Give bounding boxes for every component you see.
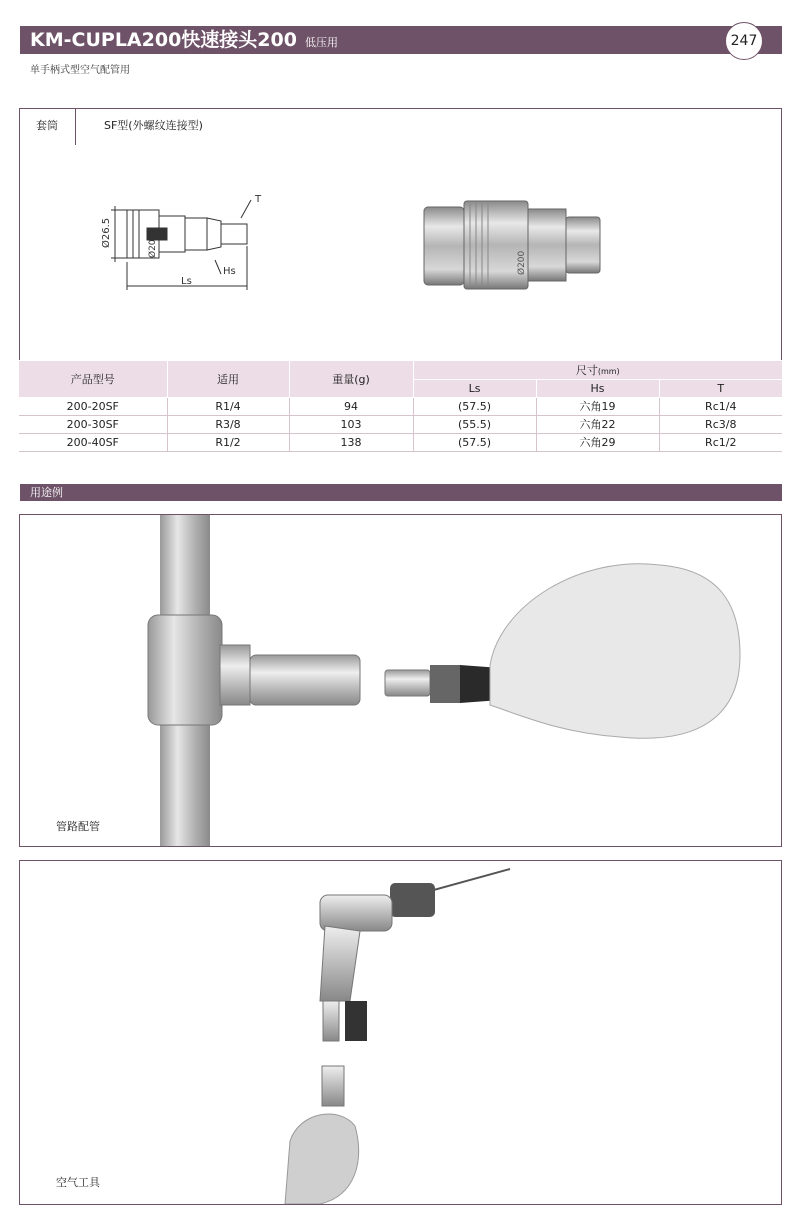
subtitle: 单手柄式型空气配管用 [30,65,130,76]
table-row [19,415,782,433]
cell-t: Rc1/4 [659,397,782,415]
t-label: T [255,194,262,205]
diameter-label: Ø26.5 [101,217,112,248]
header-t: T [659,379,782,397]
photo1-caption: 管路配管 [56,820,100,833]
cell-fit: R1/2 [167,433,289,451]
type-label: SF型(外螺纹连接型) [104,119,203,132]
cell-weight: 138 [289,433,413,451]
ls-label: Ls [181,276,192,287]
cell-model: 200-40SF [19,433,167,451]
title-sub: 低压用 [304,36,338,49]
table-row [19,397,782,415]
usage-bar [20,484,782,501]
header-hs: Hs [536,379,659,397]
cell-t: Rc3/8 [659,415,782,433]
cell-model: 200-30SF [19,415,167,433]
header-dimensions [413,361,782,379]
cell-ls: (57.5) [413,433,536,451]
dimension-drawing [95,188,275,298]
photo-piping-box [19,514,782,847]
cell-hs: 六角19 [536,397,659,415]
header-weight: 重量(g) [289,361,413,397]
cell-fit: R1/4 [167,397,289,415]
tab-label: 套筒 [36,119,58,132]
cell-ls: (57.5) [413,397,536,415]
photo-tools-box [19,860,782,1205]
page-title [30,28,338,55]
coupler-marking: Ø200 [517,250,527,275]
piping-photo [20,515,781,846]
header-ls: Ls [413,379,536,397]
cell-t: Rc1/2 [659,433,782,451]
spec-table [19,361,782,452]
cell-weight: 103 [289,415,413,433]
title-main: KM-CUPLA200快速接头200 [30,29,297,51]
page-number: 247 [725,22,763,60]
cell-model: 200-20SF [19,397,167,415]
header-dim-unit: (mm) [597,366,620,376]
cell-weight: 94 [289,397,413,415]
tab-divider [75,109,76,145]
mark-label: Ø200 [148,233,158,258]
cell-hs: 六角22 [536,415,659,433]
cell-ls: (55.5) [413,415,536,433]
header-model: 产品型号 [19,361,167,397]
coupler-photo [420,195,610,295]
table-row [19,433,782,451]
header-fit: 适用 [167,361,289,397]
photo2-caption: 空气工具 [56,1176,100,1189]
header-dim-label: 尺寸 [575,363,598,377]
air-tool-photo [20,861,781,1204]
usage-title: 用途例 [30,486,63,499]
cell-fit: R3/8 [167,415,289,433]
cell-hs: 六角29 [536,433,659,451]
hs-label: Hs [223,266,236,277]
